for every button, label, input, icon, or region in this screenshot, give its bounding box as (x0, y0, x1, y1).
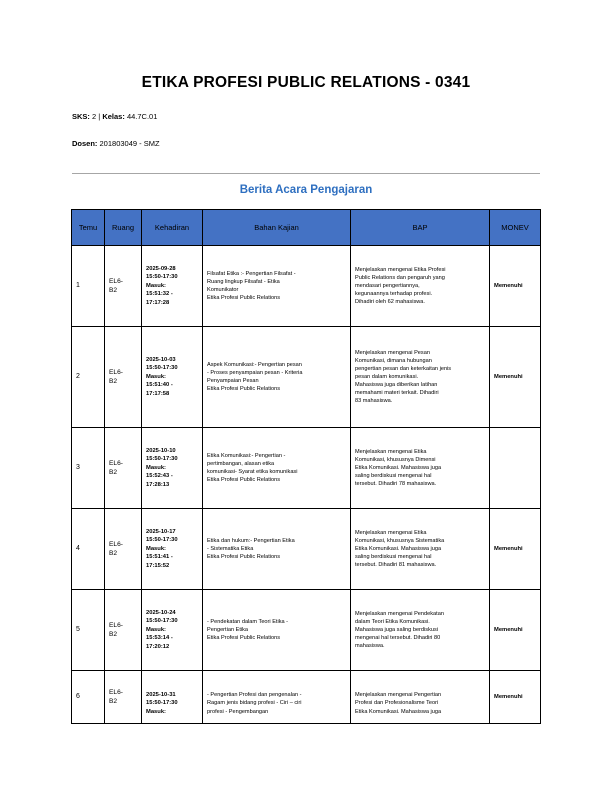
cell-temu: 6 (72, 671, 105, 724)
cell-bahan-kajian: Etika Komunikasi:- Pengertian - pertimbangan, alasan etika komunikasi- Syarat etika komunikasi Etika Profesi Public Relations (207, 452, 298, 484)
sks-value: 2 (92, 112, 97, 121)
cell-bap: Menjelaskan mengenai Pendekatan dalam Teori Etika Komunikasi. Mahasiswa juga saling berdiskusi mengenai hal tersebut. Dihadiri 80 mahasiswa. (355, 610, 444, 650)
table-row (72, 671, 541, 724)
cell-bap: Menjelaskan mengenai Etika Komunikasi, khususnya Sistematika Etika Komunikasi. Mahasiswa juga saling berdiskusi mengenai hal tersebut. Dihadiri 81 mahasiswa. (355, 529, 445, 569)
cell-monev (490, 428, 541, 509)
cell-kehadiran: 2025-10-10 15:50-17:30 Masuk: 15:52:43 - 17:28:13 (146, 447, 178, 488)
cell-temu: 2 (72, 327, 105, 428)
sks-label: SKS: (72, 112, 90, 121)
cell-kehadiran: 2025-09-28 15:50-17:30 Masuk: 15:51:32 - 17:17:28 (146, 265, 178, 306)
teaching-record-table (71, 209, 541, 724)
cell-temu: 4 (72, 509, 105, 590)
cell-ruang: EL6- B2 (109, 541, 123, 557)
cell-bap: Menjelaskan mengenai Etika Komunikasi, khususnya Dimensi Etika Komunikasi. Mahasiswa juga saling berdiskusi mengenai hal tersebut. Dihadiri 78 mahasiswa. (355, 448, 442, 488)
cell-monev: Memenuhi (490, 509, 541, 590)
dosen-label: Dosen: (72, 139, 98, 148)
header-kehadiran: Kehadiran (142, 210, 203, 246)
divider (72, 173, 540, 174)
cell-temu: 5 (72, 590, 105, 671)
cell-bahan-kajian: Etika dan hukum:- Pengertian Etika - Sistematika Etika Etika Profesi Public Relations (207, 537, 295, 561)
meta-separator: | (98, 112, 101, 121)
cell-ruang: EL6- B2 (109, 460, 123, 476)
course-meta (72, 112, 157, 121)
cell-bahan-kajian: - Pengertian Profesi dan pengenalan - Ragam jenis bidang profesi - Ciri – ciri profesi - Pengembangan (207, 692, 302, 715)
table-row (72, 509, 541, 590)
cell-bahan-kajian: - Pendekatan dalam Teori Etika - Pengertian Etika Etika Profesi Public Relations (207, 618, 289, 642)
dosen-value: 201803049 - SMZ (99, 139, 160, 148)
cell-bap: Menjelaskan mengenai Etika Profesi Public Relations dan pengaruh yang mendasari pengertiannya, kegunaannya terhadap profesi. Dihadiri oleh 62 mahasiswa. (355, 266, 446, 306)
cell-ruang: EL6- B2 (109, 278, 123, 294)
cell-ruang: EL6- B2 (109, 369, 123, 385)
table-row (72, 327, 541, 428)
cell-kehadiran: 2025-10-31 15:50-17:30 Masuk: (146, 691, 178, 715)
table-header-row (72, 210, 541, 246)
cell-ruang: EL6- B2 (109, 622, 123, 638)
lecturer-info (72, 139, 160, 148)
table-row (72, 428, 541, 509)
cell-kehadiran: 2025-10-24 15:50-17:30 Masuk: 15:53:14 - 17:20:12 (146, 609, 178, 650)
header-temu: Temu (72, 210, 105, 246)
table-row (72, 246, 541, 327)
cell-bap: Menjelaskan mengenai Pesan Komunikasi, dimana hubungan pengertian pesan dan keterkaitan jenis pesan dalam komunikasi. Mahasiswa juga diberikan latihan memahami materi terkait. Dihadiri 83 mahasiswa. (355, 349, 452, 405)
cell-kehadiran: 2025-10-03 15:50-17:30 Masuk: 15:51:40 - 17:17:58 (146, 356, 178, 397)
cell-bahan-kajian: Filsafat Etika :- Pengertian Filsafat - Ruang lingkup Filsafat - Etika Komunikator Etika Profesi Public Relations (207, 270, 296, 302)
kelas-label: Kelas: (102, 112, 125, 121)
cell-kehadiran: 2025-10-17 15:50-17:30 Masuk: 15:51:41 - 17:15:52 (146, 528, 178, 569)
cell-ruang: EL6- B2 (109, 689, 123, 705)
header-monev: MONEV (490, 210, 541, 246)
section-title: Berita Acara Pengajaran (239, 184, 373, 196)
cell-bahan-kajian: Aspek Komunikasi:- Pengertian pesan - Proses penyampaian pesan - Kriteria Penyampaian Pesan Etika Profesi Public Relations (207, 361, 303, 393)
course-title: ETIKA PROFESI PUBLIC RELATIONS - 0341 (141, 74, 471, 91)
cell-temu: 3 (72, 428, 105, 509)
table-row (72, 590, 541, 671)
cell-monev: Memenuhi (490, 327, 541, 428)
kelas-value: 44.7C.01 (126, 112, 158, 121)
cell-bap: Menjelaskan mengenai Pengertian Profesi dan Profesionalisme Teori Etika Komunikasi. Mahasiswa juga (355, 692, 442, 715)
header-bap: BAP (351, 210, 490, 246)
header-bahan-kajian: Bahan Kajian (203, 210, 351, 246)
cell-monev: Memenuhi (490, 246, 541, 327)
cell-temu: 1 (72, 246, 105, 327)
header-ruang: Ruang (105, 210, 142, 246)
cell-monev: Memenuhi (490, 590, 541, 671)
cell-monev: Memenuhi (490, 671, 541, 724)
